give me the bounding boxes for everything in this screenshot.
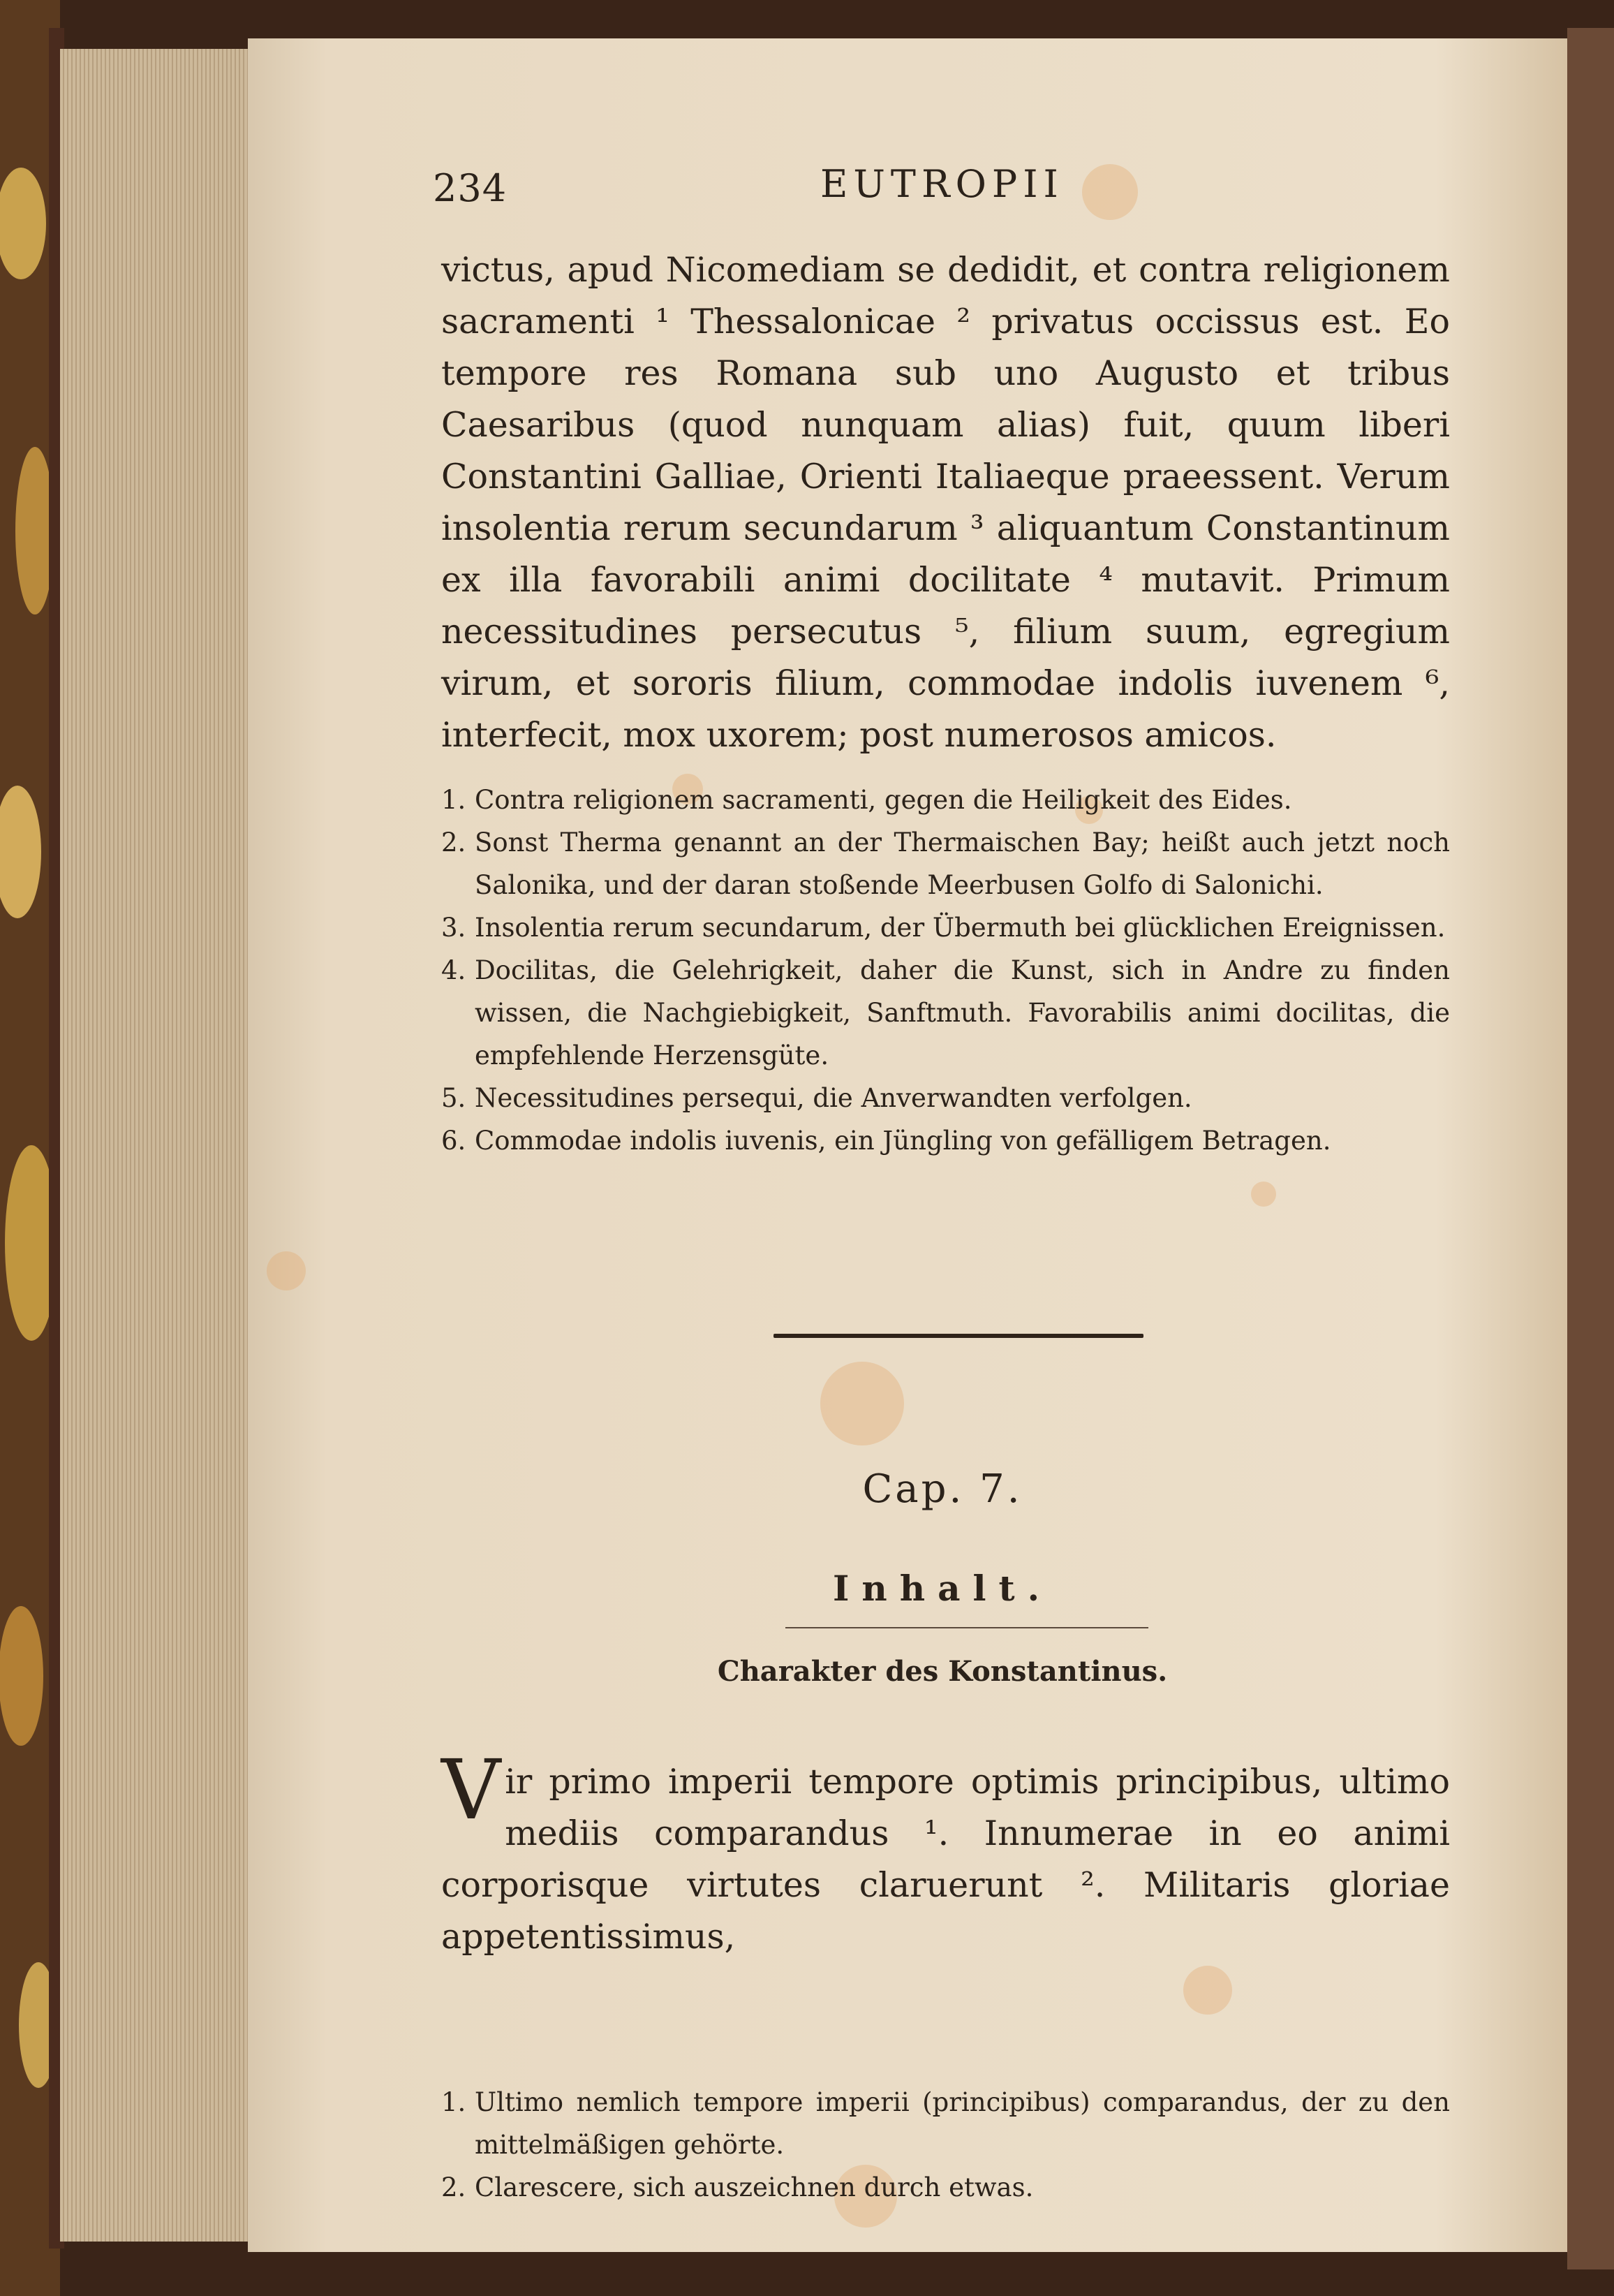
footnote (441, 906, 1450, 949)
footnote-number: 1. (441, 785, 466, 815)
footnote (441, 1077, 1450, 1119)
right-edge-shadow (1567, 28, 1614, 2269)
footnote (441, 949, 1450, 1077)
footnote-number: 5. (441, 1083, 466, 1113)
footnote-text: Sonst Therma genannt an der Thermaischen Bay; heißt auch jetzt noch Salonika, und der daran stoßende Meerbusen Golfo di Salonichi. (475, 827, 1450, 900)
footnote (441, 821, 1450, 906)
chapter-paragraph: ir primo imperii tempore optimis principibus, ultimo mediis comparandus ¹. Innumerae in eo animi corporisque virtutes claruerunt ². Militaris gloriae appetentissimus, (441, 1762, 1450, 1957)
footnote-number: 3. (441, 913, 466, 943)
footnote-text: Clarescere, sich auszeichnen durch etwas. (475, 2172, 1034, 2202)
footnote (441, 2081, 1450, 2166)
page-number: 234 (433, 166, 508, 210)
footnote-number: 1. (441, 2087, 466, 2117)
footnote-number: 6. (441, 1126, 466, 1156)
footnotes (441, 779, 1450, 1162)
footnote (441, 1119, 1450, 1162)
contents-divider (785, 1627, 1148, 1628)
footnote-number: 2. (441, 827, 466, 858)
footnote-text: Commodae indolis iuvenis, ein Jüngling von gefälligem Betragen. (475, 1126, 1331, 1156)
foxing-spot (267, 1251, 306, 1290)
running-title: EUTROPII (820, 162, 1064, 206)
chapter-title: Cap. 7. (862, 1466, 1023, 1512)
footnote (441, 2166, 1450, 2209)
page-block (60, 49, 252, 2242)
paragraph: victus, apud Nicomediam se dedidit, et contra religionem sacramenti ¹ Thessalonicae ² privatus occissus est. Eo tempore res Romana sub uno Augusto et tribus Caesaribus (quod nunquam alias) fuit, quum liberi Constantini Galliae, Orienti Italiaeque praeessent. Verum insolentia rerum secundarum ³ aliquantum Constantinum ex illa favorabili animi docilitate ⁴ mutavit. Primum necessitudines persecutus ⁵, filium suum, egregium virum, et sororis filium, commodae indolis iuvenem ⁶, interfecit, mox uxorem; post numerosos amicos. (441, 250, 1450, 755)
footnote-number: 2. (441, 2172, 466, 2202)
chapter-footnotes (441, 2081, 1450, 2209)
chapter-summary: Charakter des Konstantinus. (717, 1655, 1168, 1688)
section-divider (773, 1334, 1143, 1338)
footnote-text: Contra religionem sacramenti, gegen die Heiligkeit des Eides. (475, 785, 1292, 815)
chapter-text (441, 1742, 1450, 1963)
drop-cap: V (441, 1742, 501, 1838)
footnote-text: Insolentia rerum secundarum, der Übermuth bei glücklichen Ereignissen. (475, 913, 1446, 943)
footnote-text: Docilitas, die Gelehrigkeit, daher die Kunst, sich in Andre zu finden wissen, die Nachgiebigkeit, Sanftmuth. Favorabilis animi docilitas, die empfehlende Herzensgüte. (475, 955, 1450, 1070)
book-page (433, 154, 1452, 2202)
contents-label: Inhalt. (833, 1568, 1052, 1609)
footnote-text: Necessitudines persequi, die Anverwandten verfolgen. (475, 1083, 1192, 1113)
main-text (441, 244, 1450, 761)
footnote-number: 4. (441, 955, 466, 985)
footnote (441, 779, 1450, 821)
footnote-text: Ultimo nemlich tempore imperii (principibus) comparandus, der zu den mittelmäßigen gehörte. (475, 2087, 1450, 2160)
page-header (433, 154, 1452, 216)
